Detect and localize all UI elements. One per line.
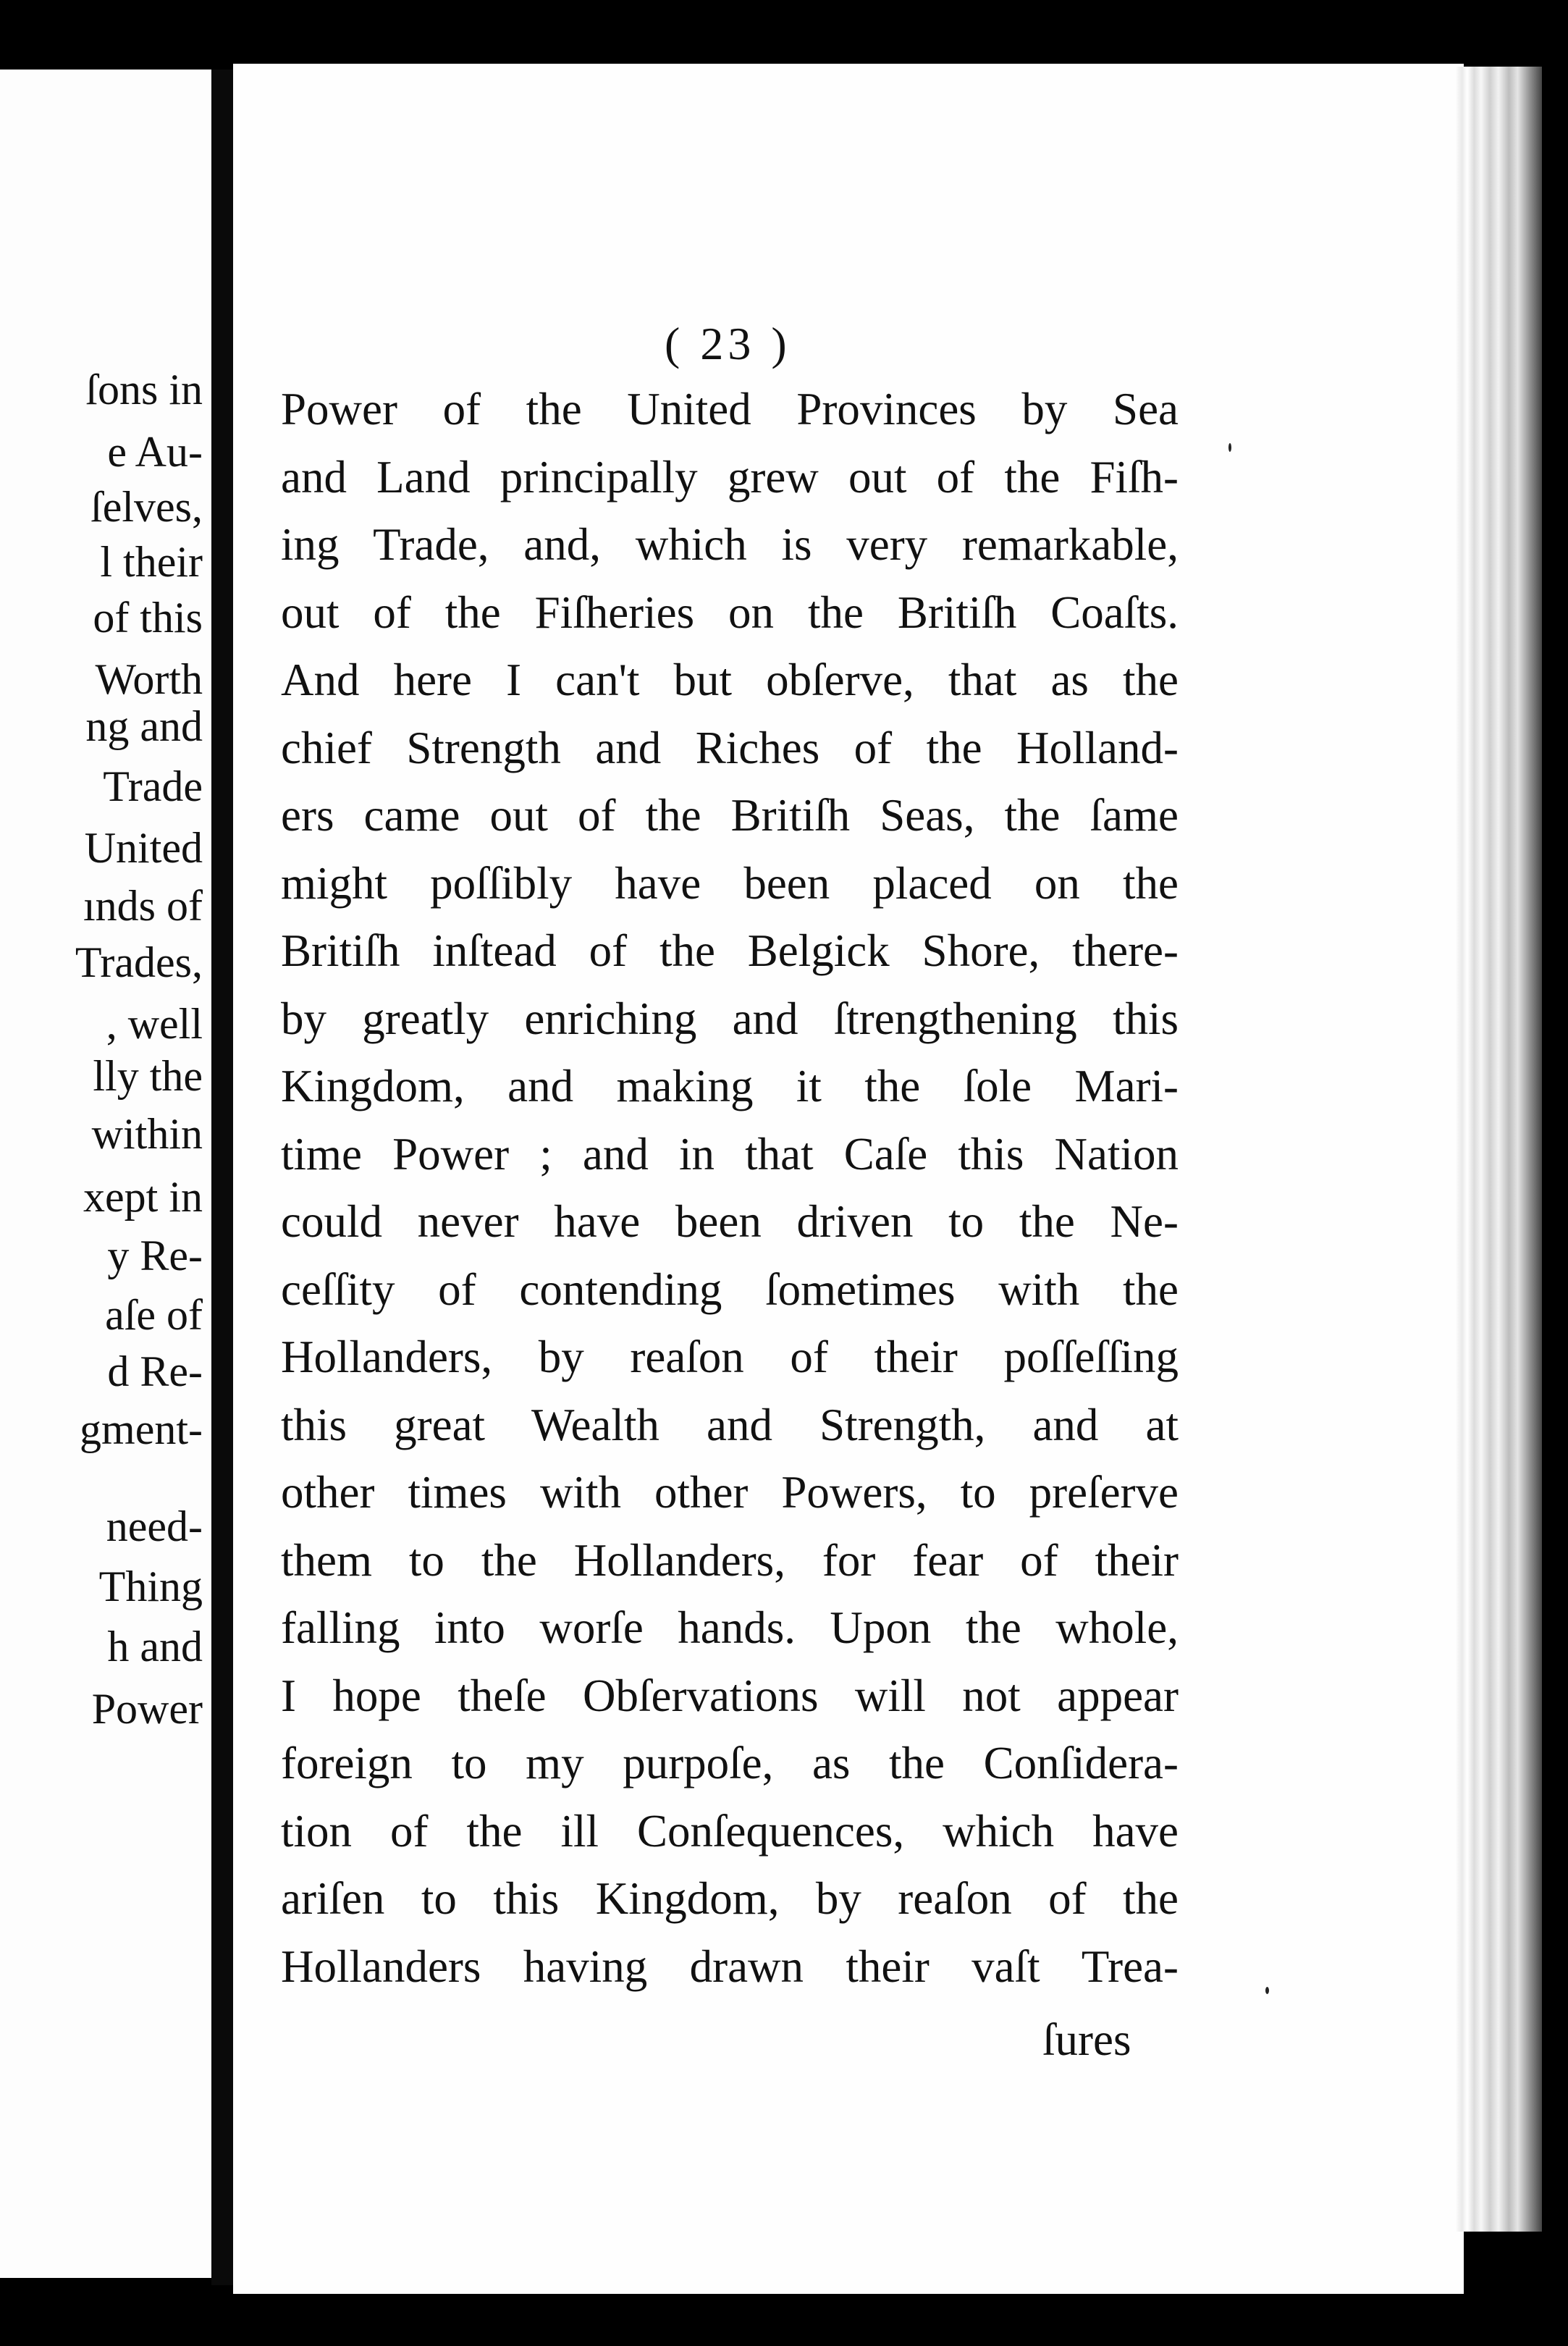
ink-speck <box>1265 1987 1269 1994</box>
left-page-line: d Re- <box>107 1348 203 1395</box>
catchword: ſures <box>1042 2014 1131 2065</box>
left-page-line: h and <box>107 1623 203 1670</box>
left-page-line: gment- <box>80 1405 203 1453</box>
left-page-line: l their <box>100 538 203 586</box>
text-line: out of the Fiſheries on the Britiſh Coaſts. <box>281 586 1179 638</box>
text-line: ariſen to this Kingdom, by reaſon of the <box>281 1873 1179 1924</box>
left-page-line: need- <box>106 1502 203 1550</box>
text-line: tion of the ill Conſequences, which have <box>281 1805 1179 1857</box>
text-line: ceſſity of contending ſometimes with the <box>281 1264 1179 1315</box>
text-line: might poſſibly have been placed on the <box>281 857 1179 909</box>
text-line: ers came out of the Britiſh Seas, the ſame <box>281 790 1179 841</box>
left-page-line: Trade <box>103 762 203 810</box>
left-page-line: Trades, <box>75 938 203 986</box>
text-line: Britiſh inſtead of the Belgick Shore, there- <box>281 925 1179 976</box>
page-edge <box>1455 67 1542 2232</box>
left-page-line: within <box>91 1110 203 1158</box>
left-page-line: ſelves, <box>90 483 203 531</box>
text-line: time Power ; and in that Caſe this Nation <box>281 1128 1179 1180</box>
text-line: And here I can't but obſerve, that as the <box>281 655 1179 705</box>
left-page-line: y Re- <box>107 1232 203 1279</box>
text-line: Hollanders, by reaſon of their poſſeſſing <box>281 1332 1179 1382</box>
left-page-line: ng and <box>85 702 203 750</box>
text-line: chief Strength and Riches of the Holland- <box>281 722 1179 773</box>
text-line: ing Trade, and, which is very remarkable, <box>281 519 1179 570</box>
left-page-line: Worth <box>95 655 203 703</box>
left-page-line: xept in <box>83 1173 203 1221</box>
left-page-line: ınds of <box>83 882 203 930</box>
text-line: could never have been driven to the Ne- <box>281 1196 1179 1247</box>
left-page-line: , well <box>106 1000 203 1048</box>
left-page-line: aſe of <box>105 1291 203 1339</box>
text-line: foreign to my purpoſe, as the Conſidera- <box>281 1738 1179 1788</box>
ink-speck <box>1228 443 1231 452</box>
left-page-line: Thing <box>98 1563 203 1610</box>
text-line: this great Wealth and Strength, and at <box>281 1399 1179 1450</box>
left-page-line: lly the <box>93 1052 203 1100</box>
left-page <box>0 70 211 2278</box>
text-line: Hollanders having drawn their vaſt Trea- <box>281 1941 1179 1992</box>
text-line: Power of the United Provinces by Sea <box>281 384 1179 434</box>
text-line: by greatly enriching and ſtrengthening this <box>281 993 1179 1044</box>
page-number: ( 23 ) <box>665 318 791 369</box>
left-page-line: ſons in <box>85 366 203 413</box>
text-line: them to the Hollanders, for fear of their <box>281 1534 1179 1586</box>
left-page-line: United <box>84 824 203 872</box>
text-line: falling into worſe hands. Upon the whole, <box>281 1602 1179 1653</box>
left-page-line: of this <box>93 594 203 642</box>
left-page-line: e Au- <box>107 428 203 476</box>
gutter <box>211 70 233 2285</box>
text-line: I hope theſe Obſervations will not appear <box>281 1670 1179 1721</box>
text-line: Kingdom, and making it the ſole Mari- <box>281 1061 1179 1111</box>
text-line: and Land principally grew out of the Fiſh- <box>281 451 1179 503</box>
text-line: other times with other Powers, to preſerve <box>281 1467 1179 1518</box>
left-page-line: Power <box>91 1685 203 1733</box>
